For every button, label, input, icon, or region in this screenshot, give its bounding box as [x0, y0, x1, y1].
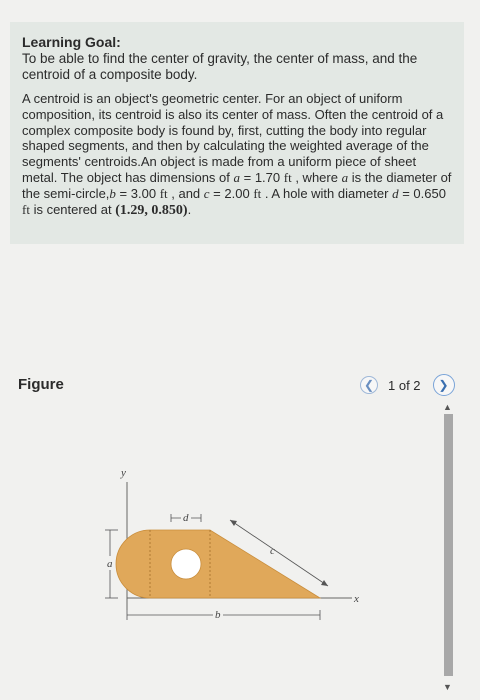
- desc-text-7: .: [187, 201, 192, 217]
- figure-label: Figure: [18, 376, 64, 393]
- scroll-up-icon[interactable]: ▲: [443, 402, 452, 412]
- chevron-left-icon[interactable]: ❮: [360, 376, 378, 394]
- unit-ft: ft: [283, 169, 292, 185]
- hole: [171, 549, 201, 579]
- value-d: 0.650: [413, 185, 446, 201]
- eq-sign-d: =: [398, 185, 414, 201]
- value-a: 1.70: [254, 169, 281, 185]
- var-d: d: [392, 185, 399, 201]
- composite-body-figure: [90, 460, 390, 640]
- unit-ft-c: ft: [253, 185, 262, 201]
- x-axis-label: x: [354, 593, 359, 605]
- d-label: d: [183, 512, 189, 524]
- desc-text-1: A centroid is an object's geometric center. For an object of uniform composition, its centroid is also its center of mass. Often the centroid of a complex composite body is found by, first, cutting the body into regular shaped segments, and then by calculating the weighted average of the segments' centroids.An object is made from a uniform piece of sheet metal. The object has dimensions of: [22, 91, 444, 185]
- c-arrow-end: [321, 580, 328, 586]
- desc-text-2: , where: [291, 169, 342, 185]
- value-b: 3.00: [130, 185, 157, 201]
- learning-goal-title: Learning Goal:: [22, 34, 121, 50]
- composite-plate: [116, 530, 320, 598]
- learning-goal-panel: [10, 22, 464, 244]
- desc-text-5: . A hole with diameter: [261, 185, 393, 201]
- c-arrow-start: [230, 520, 237, 526]
- pager-text: 1 of 2: [388, 377, 421, 393]
- unit-ft-d: ft: [22, 201, 30, 217]
- b-label: b: [215, 609, 221, 621]
- eq-sign-b: =: [115, 185, 131, 201]
- var-c: c: [203, 185, 210, 201]
- learning-goal-intro: To be able to find the center of gravity, the center of mass, and the centroid of a composite body.: [22, 51, 418, 82]
- scrollbar-thumb[interactable]: [444, 414, 453, 676]
- c-label: c: [270, 545, 275, 557]
- desc-text-6: is centered at: [29, 201, 116, 217]
- a-label: a: [107, 558, 113, 570]
- y-axis-label: y: [121, 467, 126, 479]
- var-a: a: [233, 169, 240, 185]
- hole-center: (1.29, 0.850): [115, 202, 188, 218]
- unit-ft-b: ft: [159, 185, 168, 201]
- value-c: 2.00: [224, 185, 250, 201]
- desc-text-4: , and: [167, 185, 204, 201]
- scroll-down-icon[interactable]: ▼: [443, 682, 452, 692]
- chevron-right-icon[interactable]: ❯: [433, 374, 455, 396]
- desc-text-3: is the diameter of the semi-circle,: [22, 169, 452, 201]
- figure-scrollbar[interactable]: [438, 402, 460, 692]
- figure-pager: [360, 374, 455, 396]
- problem-description: [22, 91, 454, 218]
- eq-sign: =: [240, 169, 255, 185]
- var-a-2: a: [341, 169, 349, 185]
- var-b: b: [109, 185, 116, 201]
- eq-sign-c: =: [209, 185, 225, 201]
